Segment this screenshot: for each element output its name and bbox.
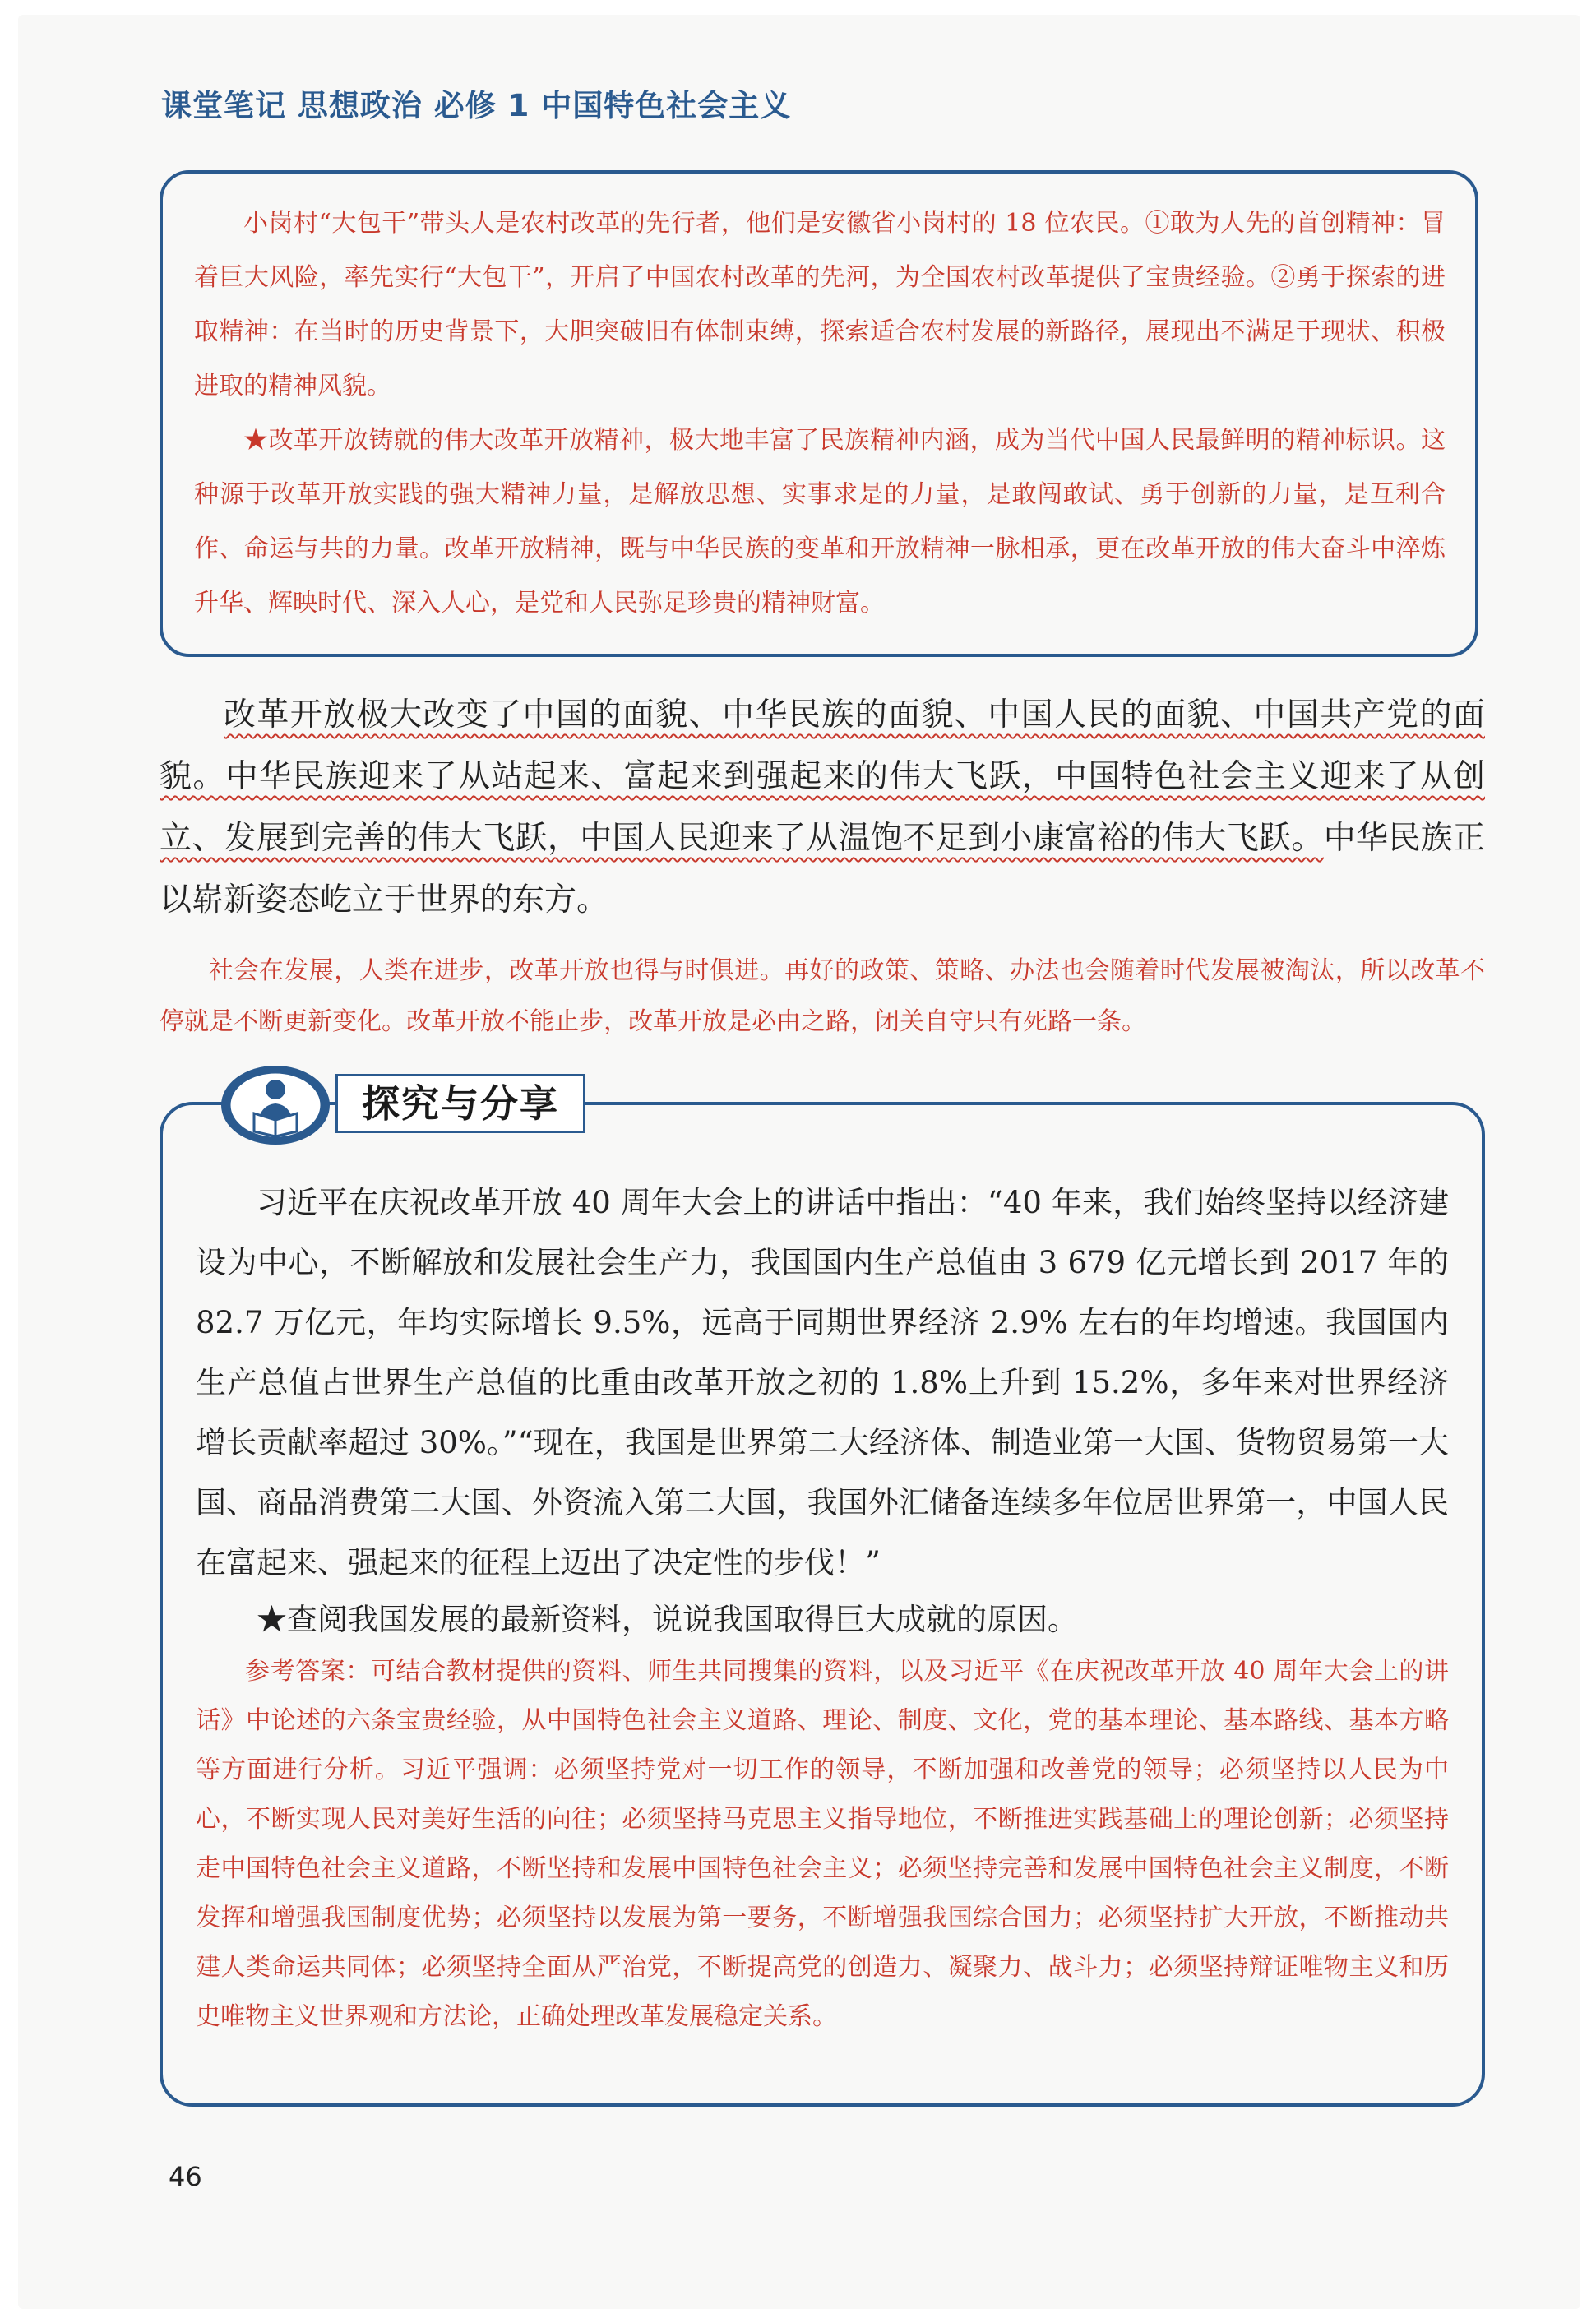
reading-student-icon xyxy=(218,1062,333,1148)
wavy-underlined-text: 改革开放极大改变了中国的面貌、中华民族的面貌、中国人民的面貌、中国共产党的面貌。中华民族迎来了从站起来、富起来到强起来的伟大飞跃，中国特色社会主义迎来了从创立、发展到完善的伟大飞跃，中国人民迎来了从温饱不足到小康富裕的伟大飞跃。 xyxy=(160,696,1485,857)
main-paragraph-ending: 中华民族正以崭新姿态屹立于世界的东方。 xyxy=(160,820,1485,918)
annotation-paragraph-reform-spirit: ★改革开放铸就的伟大改革开放精神，极大地丰富了民族精神内涵，成为当代中国人民最鲜明的精神标识。这种源于改革开放实践的强大精神力量，是解放思想、实事求是的力量，是敢闯敢试、勇于创新的力量，是互利合作、命运与共的力量。改革开放精神，既与中华民族的变革和开放精神一脉相承，更在改革开放的伟大奋斗中淬炼升华、辉映时代、深入人心，是党和人民弥足珍贵的精神财富。 xyxy=(194,426,1446,618)
section-title: 探究与分享 xyxy=(335,1074,585,1133)
teacher-note xyxy=(160,946,1485,1048)
speech-quote: 习近平在庆祝改革开放 40 周年大会上的讲话中指出：“40 年来，我们始终坚持以经济建设为中心，不断解放和发展社会生产力，我国国内生产总值由 3 679 亿元增长到 2017 年的 82.7 万亿元，年均实际增长 9.5%，远高于同期世界经济 2.9% 左右的年均增速。我国国内生产总值占世界生产总值的比重由改革开放之初的 1.8%上升到 15.2%，多年来对世界经济增长贡献率超过 30%。”“现在，我国是世界第二大经济体、制造业第一大国、货物贸易第一大国、商品消费第二大国、外资流入第二大国，我国外汇储备连续多年位居世界第一，中国人民在富起来、强起来的征程上迈出了决定性的步伐！” xyxy=(196,1185,1449,1580)
teacher-note-text: 社会在发展，人类在进步，改革开放也得与时俱进。再好的政策、策略、办法也会随着时代发展被淘汰，所以改革不停就是不断更新变化。改革开放不能止步，改革开放是必由之路，闭关自守只有死路一条。 xyxy=(160,956,1485,1036)
task-question: ★查阅我国发展的最新资料，说说我国取得巨大成就的原因。 xyxy=(257,1602,1078,1637)
running-header: 课堂笔记 思想政治 必修 1 中国特色社会主义 xyxy=(161,88,792,123)
annotation-paragraph-xiaogang: 小岗村“大包干”带头人是农村改革的先行者，他们是安徽省小岗村的 18 位农民。①敢为人先的首创精神：冒着巨大风险，率先实行“大包干”，开启了中国农村改革的先河，为全国农村改革提供了宝贵经验。②勇于探索的进取精神：在当时的历史背景下，大胆突破旧有体制束缚，探索适合农村发展的新路径，展现出不满足于现状、积极进取的精神风貌。 xyxy=(194,209,1446,400)
annotation-box xyxy=(160,170,1478,657)
explore-share-box xyxy=(160,1102,1485,2107)
page-number: 46 xyxy=(169,2161,202,2192)
main-paragraph xyxy=(160,684,1485,931)
main-text xyxy=(160,684,1485,931)
reference-answer: 参考答案：可结合教材提供的资料、师生共同搜集的资料，以及习近平《在庆祝改革开放 40 周年大会上的讲话》中论述的六条宝贵经验，从中国特色社会主义道路、理论、制度、文化，党的基本理论、基本路线、基本方略等方面进行分析。习近平强调：必须坚持党对一切工作的领导，不断加强和改善党的领导；必须坚持以人民为中心，不断实现人民对美好生活的向往；必须坚持马克思主义指导地位，不断推进实践基础上的理论创新；必须坚持走中国特色社会主义道路，不断坚持和发展中国特色社会主义；必须坚持完善和发展中国特色社会主义制度，不断发挥和增强我国制度优势；必须坚持以发展为第一要务，不断增强我国综合国力；必须坚持扩大开放，不断推动共建人类命运共同体；必须坚持全面从严治党，不断提高党的创造力、凝聚力、战斗力；必须坚持辩证唯物主义和历史唯物主义世界观和方法论，正确处理改革发展稳定关系。 xyxy=(196,1657,1449,2031)
